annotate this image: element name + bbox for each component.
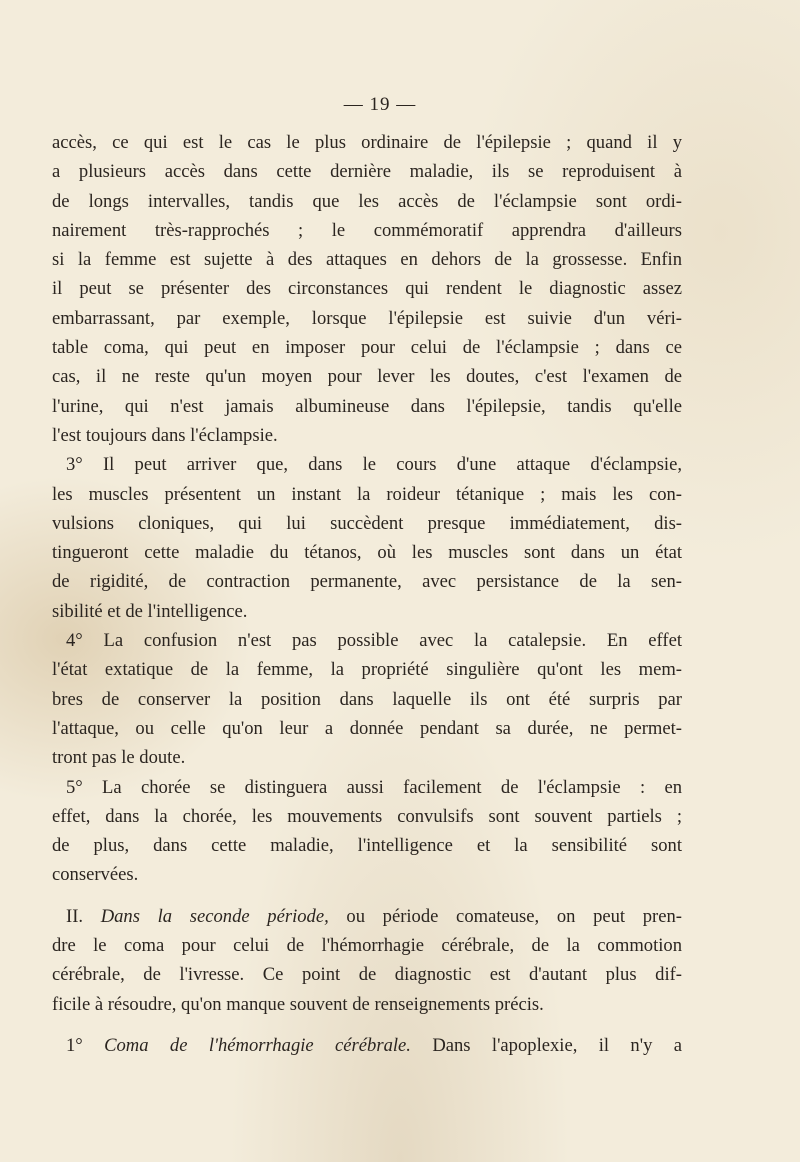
section-gap	[52, 1019, 682, 1031]
paragraph-epilepsy-continuation	[52, 128, 682, 450]
text-line: de longs intervalles, tandis que les accès de l'éclampsie sont ordi-	[52, 190, 682, 212]
paragraph-seconde-periode	[52, 902, 682, 1019]
paragraph-choree	[52, 773, 682, 890]
text-line: de plus, dans cette maladie, l'intelligence et la sensibilité sont	[52, 835, 682, 857]
item-number: 1°	[66, 1034, 105, 1056]
text-line: vulsions cloniques, qui lui succèdent presque immédiatement, dis-	[52, 512, 682, 534]
text-line: a plusieurs accès dans cette dernière maladie, ils se reproduisent à	[52, 161, 682, 183]
text-line: cas, il ne reste qu'un moyen pour lever les doutes, c'est l'examen de	[52, 366, 682, 388]
section-number: II.	[66, 905, 101, 927]
text-line: les muscles présentent un instant la roideur tétanique ; mais les con-	[52, 483, 682, 505]
text-line: de rigidité, de contraction permanente, avec persistance de la sen-	[52, 571, 682, 593]
text-line: l'est toujours dans l'éclampsie.	[52, 424, 278, 446]
text-line: l'urine, qui n'est jamais albumineuse dans l'épilepsie, tandis qu'elle	[52, 395, 682, 417]
text-line: embarrassant, par exemple, lorsque l'épilepsie est suivie d'un véri-	[52, 307, 682, 329]
italic-heading: Coma de l'hémorrhagie cérébrale.	[104, 1034, 411, 1056]
text-line: effet, dans la chorée, les mouvements convulsifs sont souvent partiels ;	[52, 805, 682, 827]
italic-heading: Dans la seconde période,	[100, 905, 329, 927]
text-line: bres de conserver la position dans laquelle ils ont été surpris par	[52, 688, 682, 710]
text-line: si la femme est sujette à des attaques en dehors de la grossesse. Enfin	[52, 249, 682, 271]
text-line: 5° La chorée se distinguera aussi facilement de l'éclampsie : en	[66, 776, 682, 798]
page-number: — 19 —	[343, 94, 417, 115]
text-line: l'attaque, ou celle qu'on leur a donnée pendant sa durée, ne permet-	[52, 717, 682, 739]
text-line: 4° La confusion n'est pas possible avec la catalepsie. En effet	[66, 630, 682, 652]
text-line: nairement très-rapprochés ; le commémoratif apprendra d'ailleurs	[52, 219, 682, 241]
text-line: dre le coma pour celui de l'hémorrhagie cérébrale, de la commotion	[52, 935, 682, 957]
text-line	[52, 902, 682, 931]
paragraph-coma-hemorrhagie	[52, 1031, 682, 1060]
text-line: sibilité et de l'intelligence.	[52, 600, 248, 622]
text-line	[52, 1031, 682, 1060]
text-line: tront pas le doute.	[52, 747, 186, 769]
text-line: il peut se présenter des circonstances qui rendent le diagnostic assez	[52, 278, 682, 300]
text-line: accès, ce qui est le cas le plus ordinaire de l'épilepsie ; quand il y	[52, 132, 682, 153]
text-line: 3° Il peut arriver que, dans le cours d'une attaque d'éclampsie,	[66, 454, 682, 476]
text-line: tingueront cette maladie du tétanos, où les muscles sont dans un état	[52, 542, 682, 564]
text-line: cérébrale, de l'ivresse. Ce point de diagnostic est d'autant plus dif-	[52, 964, 682, 986]
text-line: l'état extatique de la femme, la propriété singulière qu'ont les mem-	[52, 659, 682, 681]
body-text	[52, 128, 682, 1060]
text-fragment: ou période comateuse, on peut pren-	[328, 905, 682, 927]
paragraph-catalepsie	[52, 626, 682, 772]
text-line: conservées.	[52, 864, 139, 886]
text-fragment: Dans l'apoplexie, il n'y a	[410, 1034, 682, 1056]
text-line: ficile à résoudre, qu'on manque souvent de renseignements précis.	[52, 993, 544, 1015]
paragraph-tetanos	[52, 450, 682, 626]
text-line: table coma, qui peut en imposer pour celui de l'éclampsie ; dans ce	[52, 337, 682, 359]
section-gap	[52, 890, 682, 902]
